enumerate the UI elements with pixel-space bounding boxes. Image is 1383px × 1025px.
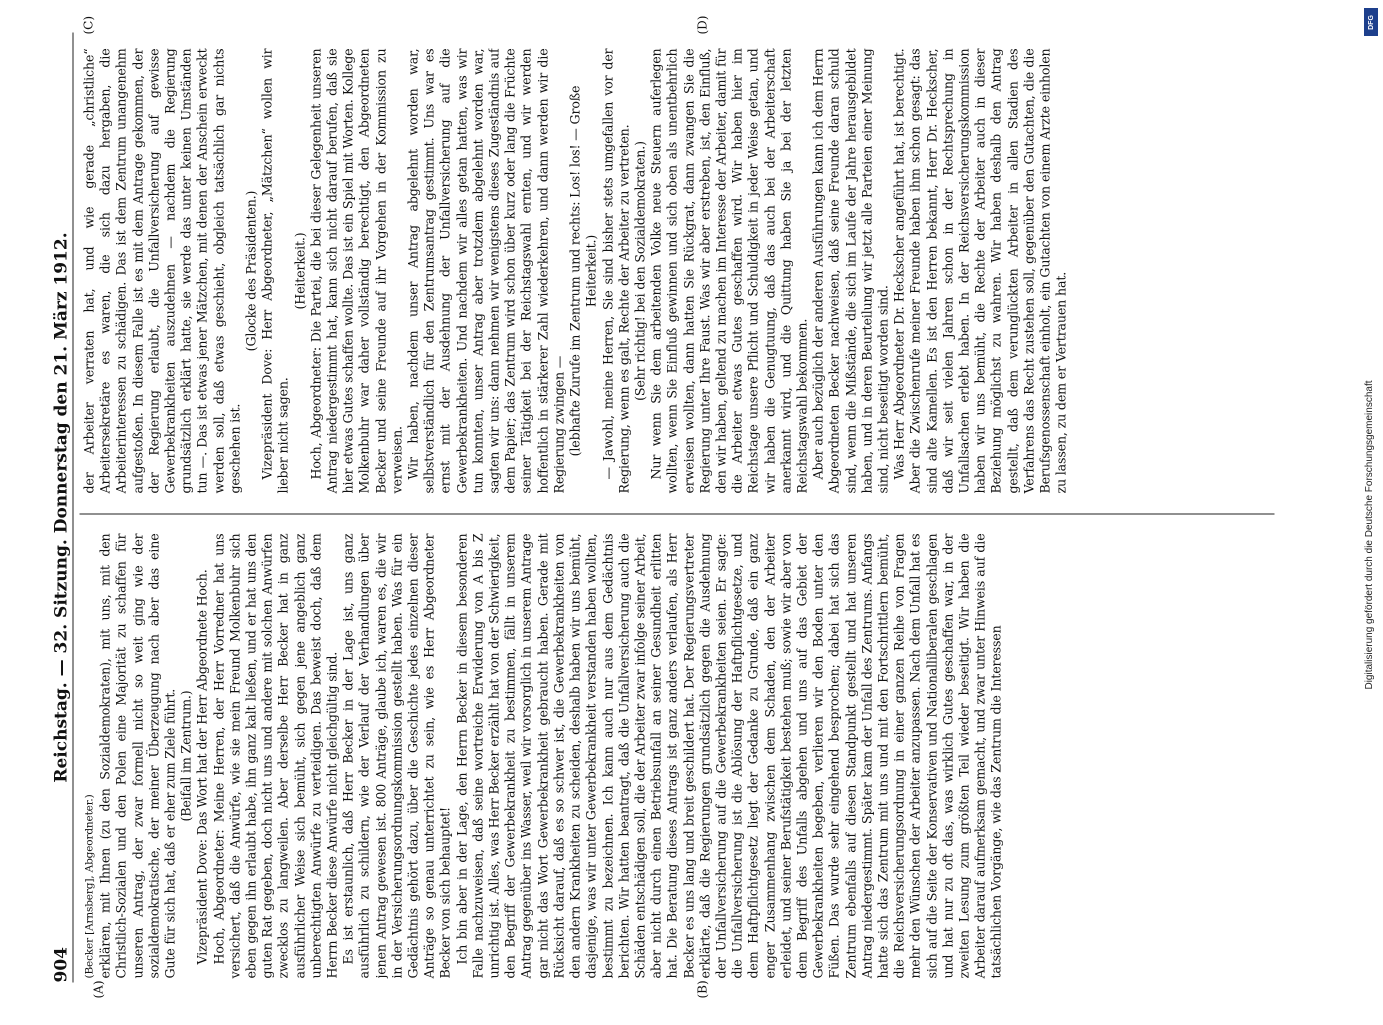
digitization-note: Digitalisierung gefördert durch die Deutsche Forschungsgemeinschaft bbox=[1364, 380, 1375, 690]
paragraph: Wir haben, nachdem unser Antrag abgelehnt worden war, selbstverständlich für den Zentrumsantrag gestimmt. Uns war es ernst mit der Ausdehnung der Unfallversicherung auf die Gewerbekrankheiten. Und nachdem wir alles getan hatten, was wir tun konnten, unser Antrag aber trotzdem abgelehnt worden war, sagten wir uns: dann nehmen wir wenigstens dieses Zugeständnis auf dem Papier; das Zentrum wird schon über kurz oder lang die Früchte seiner Tätigkeit bei der Reichstagswahl ernten, und wir werden hoffentlich in stärkerer Zahl wiederkehren, und dann werden wir die Regierung zwingen — bbox=[405, 48, 567, 494]
paragraph: (Sehr richtig! bei den Sozialdemokraten.) bbox=[632, 141, 648, 401]
digitization-sidebar bbox=[1361, 8, 1381, 993]
left-column bbox=[82, 534, 1277, 979]
margin-marker-a: (A) bbox=[91, 980, 106, 999]
margin-marker-d: (D) bbox=[695, 15, 710, 35]
paragraph: erklären, mit Ihnen (zu den Sozialdemokraten), mit uns, mit den Christlich-Sozialen und den Polen eine Majorität zu schaffen für unseren Antrag, der zwar formell nicht so weit ging wie der sozialdemokratische, der meiner Überzeugung nach aber das eine Gute für sich hat, daß er eher zum Ziele führt. bbox=[97, 533, 178, 979]
paragraph: Hoch, Abgeordneter: Die Partei, die bei dieser Gelegenheit unseren Antrag niedergestimmt hat, kann sich nicht darauf berufen, daß sie hier etwas Gutes schaffen wollte. Das ist ein Spiel mit Worten. Kollege Molkenbuhr war daher vollständig berechtigt, den Abgeordneten Becker und seine Freunde auf ihr Vorgehen in der Kommission zu verweisen. bbox=[308, 48, 405, 494]
paragraph: Es ist erstaunlich, daß Herr Becker in der Lage ist, uns ganz ausführlich zu schildern, wie der Verlauf der Verhandlungen über jenen Antrag gewesen ist. 800 Anträge, glaube ich, waren es, die wir in der Versicherungsordnungskommission gestellt haben. Was für ein Gedächtnis gehört dazu, über die Geschichte jedes einzelnen dieser Anträge so genau unterrichtet zu sein, wie es Herr Abgeordneter Becker von sich behauptet! bbox=[340, 533, 453, 979]
page-body bbox=[52, 33, 1287, 983]
paragraph: Nur wenn Sie dem arbeitenden Volke neue Steuern auferlegen wollten, wenn Sie Einfluß gewinnen und sich oben als unentbehrlich erweisen wollten, dann hatten Sie Rückgrat, dann zwangen Sie die Regierung unter Ihre Faust. Was wir aber erstreben, ist, den Einfluß, den wir haben, geltend zu machen im Interesse der Arbeiter, damit für die Arbeiter etwas Gutes geschaffen wird. Wir haben hier im Reichstage unsere Pflicht und Schuldigkeit in jeder Weise getan, und wir haben die Genugtuung, daß das auch bei der Arbeiterschaft anerkannt wird, und die Quittung haben Sie ja bei der letzten Reichstagswahl bekommen. bbox=[648, 48, 810, 494]
paragraph: der Arbeiter verraten hat, und wie gerade „christliche“ Arbeitersekretäre es waren, die sich dazu hergaben, die Arbeiterinteressen zu schädigen. Das ist dem Zentrum unangenehm aufgestoßen. In diesem Falle ist es mit dem Antrage gekommen, der der Regierung erlaubt, die Unfallversicherung auf gewisse Gewerbekrankheiten auszudehnen — nachdem die Regierung grundsätzlich erklärt hatte, sie werde das unter keinen Umständen tun —. Das ist etwas jener Mätzchen, mit denen der Anschein erweckt werden soll, daß etwas geschieht, obgleich tatsächlich gar nichts geschehen ist. bbox=[81, 48, 243, 494]
right-column bbox=[82, 49, 1277, 494]
margin-marker-c: (C) bbox=[81, 15, 96, 35]
column-rule bbox=[80, 514, 1275, 515]
dfg-logo: DFG bbox=[1364, 8, 1378, 36]
paragraph: Ich bin aber in der Lage, den Herrn Becker in diesem besonderen Falle nachzuweisen, daß seine wortreiche Erwiderung von A bis Z unrichtig ist. Alles, was Herr Becker erzählt hat von der Schwierigkeit, den Begriff der Gewerbekrankheit zu bestimmen, fällt in unserem Antrag gegenüber ins Wasser, weil wir vorsorglich in unserem Antrage gar nicht das Wort Gewerbekrankheit gebraucht haben. Gerade mit Rücksicht darauf, daß es so schwer ist, die Gewerbekrankheiten von den andern Krankheiten zu scheiden, deshalb haben wir uns bemüht, dasjenige, was wir unter Gewerbekrankheit verstanden haben wollten, bestimmt zu bezeichnen. Ich kann auch nur aus dem Gedächtnis berichten. Wir hatten beantragt, daß die Unfallversicherung auch die Schäden entschädigen soll, die der Arbeiter zwar infolge seiner Arbeit, aber nicht durch einen Betriebsunfall an seiner Gesundheit erlitten hat. Die Beratung dieses Antrags ist ganz anders verlaufen, als Herr Becker es uns lang und breit geschildert hat. Der Regierungsvertreter erklärte, daß die Regierungen grundsätzlich gegen die Ausdehnung der Unfallversicherung auf die Gewerbekrankheiten seien. Er sagte: die Unfallversicherung ist die Ablösung der Haftpflichtgesetze, und dem Haftpflichtgesetz liegt der Gedanke zu Grunde, daß ein ganz enger Zusammenhang zwischen dem Schaden, den der Arbeiter erleidet, und seiner Berufstätigkeit bestehen muß; sowie wir aber von dem Begriff des Unfalls abgehen und uns auf das Gebiet der Gewerbekrankheiten begeben, verlieren wir den Boden unter den Füßen. Das wurde sehr eingehend besprochen; dabei hat sich das Zentrum ebenfalls auf diesen Standpunkt gestellt und hat unseren Antrag niedergestimmt. Später kam der Unfall des Zentrums. Anfangs hatte sich das Zentrum mit uns und mit den Fortschrittlern bemüht, die Reichsversicherungsordnung in einer ganzen Reihe von Fragen mehr den Wünschen der Arbeiter anzupassen. Nach dem Unfall hat es sich auf die Seite der Konservativen und Nationalliberalen geschlagen und hat nur zu oft das, was wirklich Gutes geschaffen war, in der zweiten Lesung zum größten Teil wieder beseitigt. Wir haben die Arbeiter darauf aufmerksam gemacht, und zwar unter Hinweis auf die tatsächlichen Vorgänge, wie das Zentrum die Interessen bbox=[454, 533, 1004, 979]
paragraph: Aber auch bezüglich der anderen Ausführungen kann ich dem Herrn Abgeordneten Becker nachweisen, daß seine Freunde daran schuld sind, wenn die Mißstände, die sich im Laufe der Jahre herausgebildet haben, und in deren Beurteilung wir jetzt alle Parteien einer Meinung sind, nicht beseitigt worden sind. bbox=[810, 48, 891, 494]
rotated-page bbox=[0, 1, 1383, 1001]
paragraph: Vizepräsident Dove: Herr Abgeordneter, „Mätzchen“ wollen wir lieber nicht sagen. bbox=[259, 48, 291, 494]
paragraph: — Jawohl, meine Herren, Sie sind bisher stets umgefallen vor der Regierung, wenn es galt, Rechte der Arbeiter zu vertreten. bbox=[600, 48, 632, 494]
margin-marker-b: (B) bbox=[695, 980, 710, 999]
paragraph: (lebhafte Zurufe im Zentrum und rechts: Los! los! — Große Heiterkeit.) bbox=[567, 85, 599, 457]
running-title: Reichstag. — 32. Sitzung. Donnerstag den 21. März 1912. bbox=[51, 232, 72, 783]
paragraph: (Beifall im Zentrum.) bbox=[178, 690, 194, 822]
paragraph: (Glocke des Präsidenten.) bbox=[243, 190, 259, 352]
paragraph: Vizepräsident Dove: Das Wort hat der Herr Abgeordnete Hoch. bbox=[194, 569, 210, 965]
paragraph: (Becker [Arnsberg], Abgeordneter.) bbox=[83, 794, 96, 979]
paragraph: (Heiterkeit.) bbox=[292, 232, 308, 310]
header-rule bbox=[73, 33, 74, 983]
paragraph: Was Herr Abgeordneter Dr. Heckscher angeführt hat, ist berechtigt. Aber die Zwischenrufe meiner Freunde haben ihm schon gesagt: das sind alte Kamellen. Es ist den Herren bekannt, Herr Dr. Heckscher, daß wir seit vielen Jahren schon in der Rechtsprechung in Unfallsachen erlebt haben. In der Reichsversicherungskommission haben wir uns bemüht, die Rechte der Arbeiter auch in dieser Beziehung möglichst zu wahren. Wir haben deshalb den Antrag gestellt, daß dem verunglückten Arbeiter in allen Stadien des Verfahrens das Recht zustehen soll, gegenüber den Gutachten, die die Berufsgenossenschaft einholt, ein Gutachten von einem Arzte einholen zu lassen, zu dem er Vertrauen hat. bbox=[891, 48, 1069, 494]
paragraph: Hoch, Abgeordneter: Meine Herren, der Herr Vorredner hat uns versichert, daß die Anwürfe, wie sie mein Freund Molkenbuhr sich eben gegen ihn erlaubt habe, ihn ganz kalt ließen, und er hat uns den guten Rat gegeben, doch nicht uns und andere mit solchen Anwürfen zwecklos zu langweilen. Aber derselbe Herr Becker hat in ganz ausführlicher Weise sich bemüht, sich gegen jene angeblich ganz unberechtigten Anwürfe zu verteidigen. Das beweist doch, daß dem Herrn Becker diese Anwürfe nicht gleichgültig sind. bbox=[211, 533, 340, 979]
page-number: 904 bbox=[51, 947, 72, 983]
